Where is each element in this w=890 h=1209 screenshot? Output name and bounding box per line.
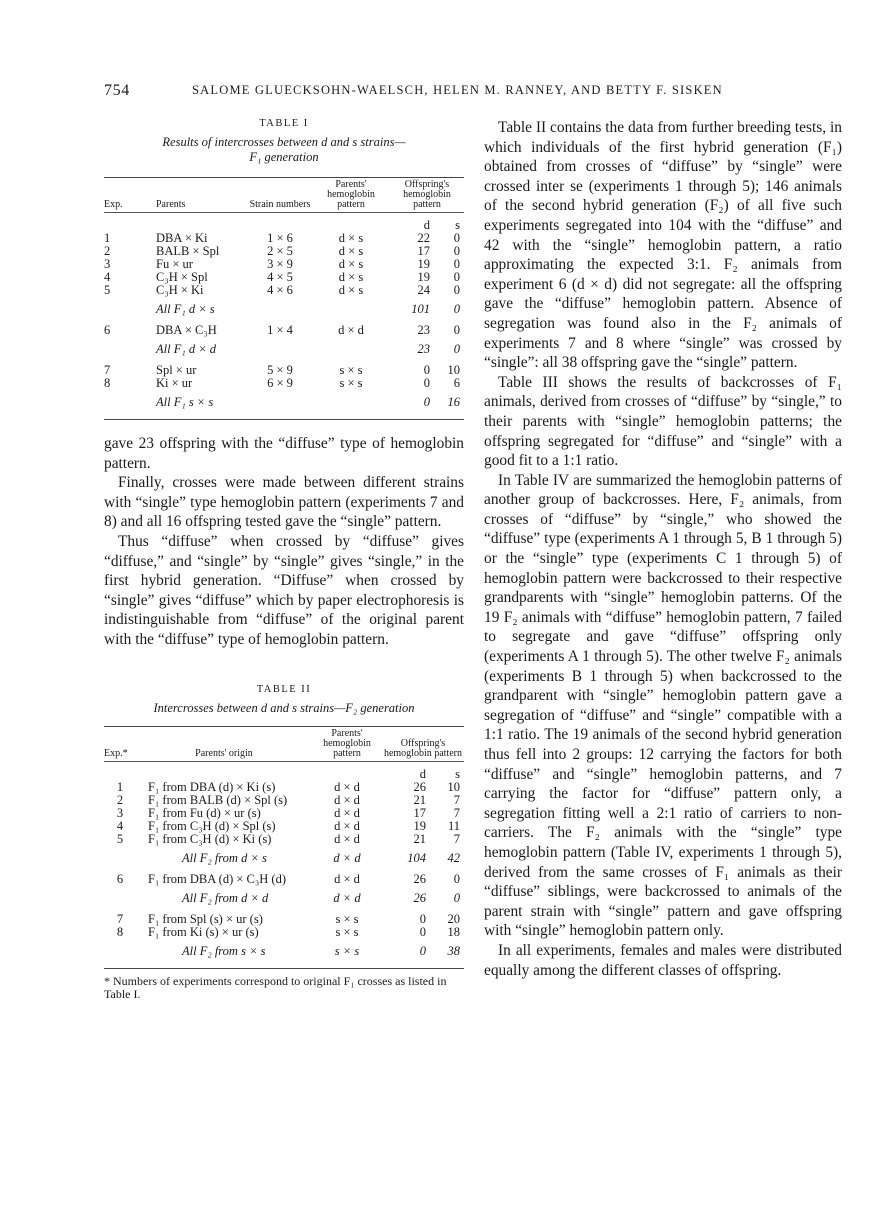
paragraph: gave 23 offspring with the “diffuse” type of hemoglobin pattern. — [104, 435, 464, 472]
table-row: 4 F₁ from C₃H (d) × Spl (s) d × d 19 11 — [116, 818, 460, 833]
table1-caption: TABLE I — [259, 118, 309, 129]
table1-header-exp: Exp. — [104, 199, 123, 210]
table2-footnote: * Numbers of experiments correspond to original F₁ crosses as listed in Table I. — [104, 973, 447, 1002]
table-row: 3 F₁ from Fu (d) × ur (s) d × d 17 7 — [116, 805, 460, 820]
running-header — [104, 82, 784, 102]
page-number: 754 — [104, 82, 130, 99]
table2-header-s: s — [455, 766, 460, 781]
table1-sum-d-x-s: All F₁ d × s 101 0 — [156, 302, 460, 316]
table-row: 6 DBA × C₃H 1 × 4 d × d 23 0 — [104, 323, 460, 337]
table1-title — [104, 135, 464, 165]
table2-header-d: d — [419, 766, 426, 781]
table2-sum-s-x-s: All F₂ from s × s s × s 0 38 — [182, 943, 460, 958]
table-row: 5 F₁ from C₃H (d) × Ki (s) d × d 21 7 — [116, 831, 460, 846]
table-row: 7 F₁ from Spl (s) × ur (s) s × s 0 20 — [116, 911, 460, 926]
paragraph: Thus “diffuse” when crossed by “diffuse” gives “diffuse,” and “single” by “single” gives “single,” in the first hybrid generation. “Diffuse” when crossed by “single” gives “diffuse” which by paper electrophoresis is indistinguishable from “diffuse” of the original parent with the “diffuse” type of hemoglobin pattern. — [104, 532, 464, 648]
table2-header-offspring-pattern: Offspring's hemoglobin pattern — [383, 737, 463, 759]
table1-header-offspring-pattern: Offspring's hemoglobin pattern — [403, 179, 451, 210]
table-row: 8 Ki × ur 6 × 9 s × s 0 6 — [104, 376, 460, 390]
table1-title-line2: F₁ generation — [249, 150, 319, 164]
left-column — [104, 118, 464, 1002]
table2-caption: TABLE II — [256, 683, 312, 695]
table-row: 5 C₃H × Ki 4 × 6 d × s 24 0 — [104, 283, 460, 297]
table1-sum-d-x-d: All F₁ d × d 23 0 — [156, 342, 460, 356]
table1-header-d: d — [423, 218, 430, 232]
paragraph: Finally, crosses were made between different strains with “single” type hemoglobin pattern (experiments 7 and 8) and all 16 offspring tested gave the “single” pattern. — [104, 474, 464, 531]
table-row: 4 C₃H × Spl 4 × 5 d × s 19 0 — [104, 270, 460, 284]
paragraph: In Table IV are summarized the hemoglobin patterns of another group of backcrosses. Here, F₂ animals, from crosses of “diffuse” by “single,” who showed the “diffuse” type (experiments A 1 through 5, B 1 through 5) or the “single” type (experiments C 1 through 5) of hemoglobin pattern were backcrossed to their respective grandparents with “single” hemoglobin patterns. Of the 19 F₂ animals with “diffuse” hemoglobin pattern, 7 failed to segregate and gave “diffuse” offspring only (experiments A 1 through 5). The other twelve F₂ animals (experiments B 1 through 5) when backcrossed to the grandparent with “single” hemoglobin pattern gave a segregation of “diffuse” and “single” compatible with a 1:1 ratio. The 19 animals of the second hybrid generation thus fell into 2 groups: 12 carrying the factors for both “diffuse” and “single” hemoglobin patterns, and 7 carrying the factor for “diffuse” pattern only, a segregation fitting well a 2:1 ratio of carriers to non-carriers. The F₂ animals with the “single” type hemoglobin pattern (Table IV, experiments 1 through 5), derived from the same crosses of F₁ animals as their “diffuse” siblings, were backcrossed to animals of the parent strain with “single” pattern and gave offspring with “single” hemoglobin pattern only. — [484, 471, 842, 940]
table-row: 2 F₁ from BALB (d) × Spl (s) d × d 21 7 — [116, 792, 460, 807]
table2 — [104, 726, 464, 969]
paragraph: In all experiments, females and males were distributed equally among the different classes of offspring. — [484, 941, 842, 979]
table2-sum-d-x-d: All F₂ from d × d d × d 26 0 — [182, 890, 460, 905]
table-row: 6 F₁ from DBA (d) × C₃H (d) d × d 26 0 — [116, 871, 460, 886]
table-row: 3 Fu × ur 3 × 9 d × s 19 0 — [104, 257, 460, 271]
table2-title: Intercrosses between d and s strains—F₂ generation — [153, 700, 415, 715]
table2-sum-d-x-s: All F₂ from d × s d × d 104 42 — [182, 850, 460, 865]
table1-header-s: s — [455, 218, 460, 232]
table2-header-parents-origin: Parents' origin — [195, 747, 253, 759]
table2-header-exp: Exp.* — [104, 747, 128, 759]
table2-header-parents-pattern: Parents' hemoglobin pattern — [323, 727, 371, 759]
table1-header-strain: Strain numbers — [249, 199, 311, 210]
table-row: 2 BALB × Spl 2 × 5 d × s 17 0 — [104, 244, 460, 258]
table-row: 8 F₁ from Ki (s) × ur (s) s × s 0 18 — [116, 924, 460, 939]
author-line: SALOME GLUECKSOHN-WAELSCH, HELEN M. RANNEY, AND BETTY F. SISKEN — [192, 83, 723, 97]
paragraph: Table III shows the results of backcrosses of F₁ animals, derived from crosses of “diffuse” by “single,” to their parents with “single” hemoglobin patterns; the offspring segregated for “diffuse” and “single” with a good fit to a 1:1 ratio. — [484, 373, 842, 470]
table1-title-line1: Results of intercrosses between d and s strains— — [162, 135, 406, 149]
table1-sum-s-x-s: All F₁ s × s 0 16 — [156, 395, 460, 409]
paragraph: Table II contains the data from further breeding tests, in which individuals of the first hybrid generation (F₁) obtained from crosses of “diffuse” by “single” were crossed inter se (experiments 1 through 5); 146 animals of the second hybrid generation (F₂) of all five such experiments segregated into 104 with the “diffuse” and 42 with the “single” hemoglobin pattern, a ratio approximating the expected 3:1. F₂ animals from experiment 6 (d × d) did not segregate: all the offspring gave the “diffuse” hemoglobin pattern. Absence of segregation was found also in the F₂ animals of experiments 7 and 8 where “single” was crossed by “single”: all 38 offspring gave the “single” pattern. — [484, 119, 842, 372]
table1-header-parents: Parents — [156, 199, 186, 210]
table-row: 7 Spl × ur 5 × 9 s × s 0 10 — [104, 363, 460, 377]
table1 — [104, 177, 464, 420]
table1-header-parents-pattern: Parents' hemoglobin pattern — [327, 179, 375, 210]
left-text-block — [104, 434, 464, 650]
right-column — [484, 118, 842, 980]
table-row: 1 DBA × Ki 1 × 6 d × s 22 0 — [104, 231, 460, 245]
table-row: 1 F₁ from DBA (d) × Ki (s) d × d 26 10 — [116, 779, 460, 794]
